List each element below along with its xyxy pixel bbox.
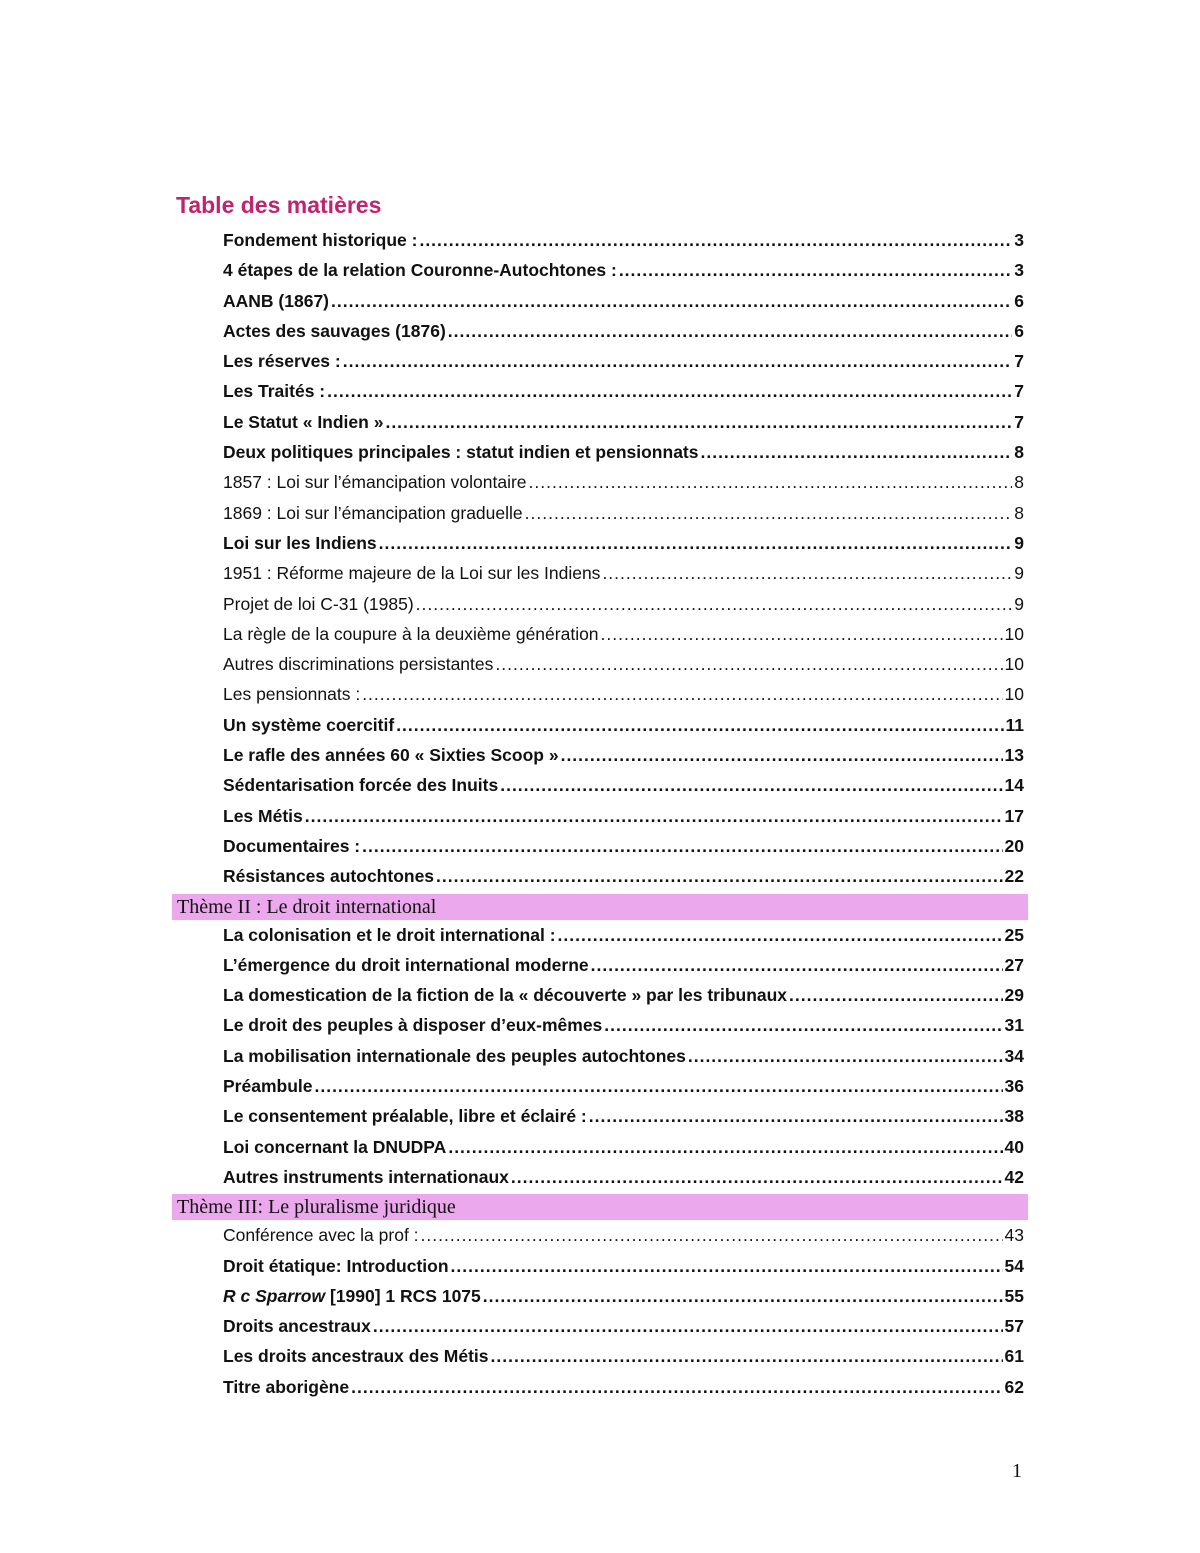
toc-entry-label [223, 831, 360, 861]
toc-entry-page: 14 [1004, 775, 1024, 796]
toc-entry-page: 10 [1004, 623, 1024, 644]
toc-entry-label-text: Sédentarisation forcée des Inuits [223, 775, 499, 796]
toc-entry-label [223, 1071, 312, 1101]
toc-entry-label [223, 225, 417, 255]
toc-entry[interactable] [172, 831, 1028, 861]
toc-entry-label [223, 407, 383, 437]
toc-entry[interactable] [172, 528, 1028, 558]
toc-entry-page: 3 [1014, 230, 1024, 250]
toc-entry-page: 25 [1004, 924, 1024, 945]
toc-dot-leader [483, 1281, 1003, 1311]
toc-entry-label-text: Le droit des peuples à disposer d’eux-mêmes [223, 1015, 603, 1036]
toc-entry-page: 27 [1004, 954, 1024, 975]
toc-dot-leader [451, 1251, 1003, 1281]
toc-entry-label [223, 619, 599, 649]
toc-entry-label [223, 1311, 371, 1341]
toc-dot-leader [362, 679, 1002, 709]
toc-dot-leader [529, 467, 1013, 497]
toc-entry-page: 7 [1014, 351, 1024, 372]
toc-entry-page: 8 [1014, 442, 1024, 463]
toc-dot-leader [591, 950, 1003, 980]
toc-dot-leader [362, 831, 1002, 861]
toc-entry[interactable] [172, 1041, 1028, 1071]
toc-entry-page: 9 [1014, 532, 1024, 553]
toc-entry-label-text: Les pensionnats : [223, 684, 361, 705]
toc-entry-label-text: AANB (1867) [223, 290, 329, 311]
toc-entry[interactable] [172, 1372, 1028, 1402]
toc-entry-label [223, 498, 523, 528]
toc-entry-label-text: Projet de loi C-31 (1985) [223, 593, 414, 614]
toc-entry-page: 29 [1004, 985, 1024, 1006]
toc-entry-page: 13 [1004, 745, 1024, 766]
toc-entry-label-text: Actes des sauvages (1876) [223, 320, 446, 341]
toc-dot-leader [561, 740, 1003, 770]
toc-entry-label-text: Conférence avec la prof : [223, 1225, 419, 1246]
toc-dot-leader [525, 498, 1013, 528]
toc-entry-label-text: Préambule [223, 1076, 313, 1097]
toc-entry-label [223, 1251, 449, 1281]
toc-entry[interactable] [172, 950, 1028, 980]
toc-entry-label [223, 437, 698, 467]
toc-entry[interactable] [172, 255, 1028, 285]
toc-entry-label [223, 740, 559, 770]
toc-entry-page: 38 [1004, 1106, 1024, 1127]
toc-entry[interactable] [172, 1251, 1028, 1281]
toc-entry-label-text: Les Traités : [223, 381, 326, 402]
toc-entry-label [223, 649, 493, 679]
toc-dot-leader [495, 649, 1002, 679]
toc-entry[interactable] [172, 558, 1028, 588]
toc-entry-page: 61 [1004, 1346, 1024, 1367]
toc-entry-page: 54 [1004, 1255, 1024, 1276]
toc-dot-leader [373, 1311, 1003, 1341]
toc-entry-label [223, 1132, 446, 1162]
toc-entry-page: 11 [1005, 714, 1024, 735]
toc-entry-label-text: Les Métis [223, 805, 303, 826]
toc-dot-leader [351, 1372, 1002, 1402]
toc-dot-leader [558, 920, 1003, 950]
toc-entry[interactable] [172, 437, 1028, 467]
toc-dot-leader [601, 619, 1003, 649]
toc-entry[interactable] [172, 679, 1028, 709]
toc-entry-label-text: [1990] 1 RCS 1075 [325, 1285, 481, 1306]
toc-entry[interactable] [172, 1101, 1028, 1131]
toc-dot-leader [396, 710, 1003, 740]
toc-entry-label [223, 255, 617, 285]
toc-entry[interactable] [172, 286, 1028, 316]
toc-entry[interactable] [172, 740, 1028, 770]
toc-entry-label [223, 589, 414, 619]
toc-entry[interactable] [172, 770, 1028, 800]
toc-entry-label-text: Résistances autochtones [223, 866, 435, 887]
toc-entry-label-text: La mobilisation internationale des peuples autochtones [223, 1045, 686, 1066]
toc-entry-label [223, 1220, 419, 1250]
toc-dot-leader [314, 1071, 1002, 1101]
toc-entry-label-text: 1951 : Réforme majeure de la Loi sur les Indiens [223, 563, 601, 584]
toc-entry[interactable] [172, 1341, 1028, 1371]
toc-entry[interactable] [172, 920, 1028, 950]
toc-entry-label-italic: R c Sparrow [223, 1285, 326, 1306]
toc-dot-leader [327, 376, 1012, 406]
toc-entry-page: 42 [1004, 1166, 1024, 1187]
toc-entry-label-text: Le consentement préalable, libre et éclairé : [223, 1106, 587, 1127]
toc-entry-label-text: Le rafle des années 60 « Sixties Scoop » [223, 745, 559, 766]
toc-dot-leader [305, 801, 1003, 831]
toc-entry-label [223, 558, 600, 588]
toc-entry-label-text: Le Statut « Indien » [223, 411, 384, 432]
toc-entry[interactable] [172, 1162, 1028, 1192]
toc-entry[interactable] [172, 376, 1028, 406]
toc-entry-label [223, 950, 589, 980]
toc-entry-label-text: Documentaires : [223, 835, 361, 856]
toc-entry-page: 62 [1004, 1376, 1024, 1397]
toc-entry-page: 9 [1014, 563, 1024, 584]
toc-entry[interactable] [172, 467, 1028, 497]
toc-dot-leader [500, 770, 1002, 800]
toc-entry-label-text: L’émergence du droit international moderne [223, 954, 589, 975]
toc-entry[interactable] [172, 407, 1028, 437]
toc-entry-page: 36 [1004, 1076, 1024, 1097]
toc-entry-page: 20 [1004, 835, 1024, 856]
toc-entry-page: 8 [1014, 472, 1024, 493]
toc-dot-leader [436, 861, 1002, 891]
toc-dot-leader [416, 589, 1013, 619]
toc-entry-page: 6 [1014, 320, 1024, 341]
toc-section-1 [172, 225, 1028, 892]
toc-dot-leader [343, 346, 1013, 376]
toc-entry-label-text: 1857 : Loi sur l’émancipation volontaire [223, 472, 527, 493]
toc-dot-leader [419, 225, 1012, 255]
toc-entry-label [223, 1281, 481, 1311]
toc-entry-label [223, 467, 527, 497]
toc-entry-label [223, 980, 787, 1010]
toc-entry-page: 7 [1014, 411, 1024, 432]
toc-entry-label [223, 316, 446, 346]
toc-entry-label-text: Les réserves : [223, 351, 341, 372]
toc-entry-page: 57 [1004, 1316, 1024, 1337]
toc-dot-leader [421, 1220, 1003, 1250]
table-of-contents [172, 225, 1028, 1402]
toc-entry-label [223, 528, 377, 558]
toc-entry-label-text: La colonisation et le droit international : [223, 924, 556, 945]
toc-entry-label-text: 1869 : Loi sur l’émancipation graduelle [223, 502, 523, 523]
toc-entry-label [223, 1341, 489, 1371]
toc-entry-page: 7 [1014, 381, 1024, 402]
toc-entry-label-text: Deux politiques principales : statut indien et pensionnats [223, 442, 699, 463]
toc-entry-label [223, 770, 498, 800]
toc-entry-label-text: 4 étapes de la relation Couronne-Autochtones : [223, 260, 617, 281]
toc-entry[interactable] [172, 589, 1028, 619]
toc-entry-label [223, 346, 341, 376]
toc-entry-label-text: Titre aborigène [223, 1376, 350, 1397]
toc-entry-label-text: Droits ancestraux [223, 1316, 371, 1337]
toc-dot-leader [602, 558, 1012, 588]
toc-entry-label-text: Droit étatique: Introduction [223, 1255, 449, 1276]
toc-entry[interactable] [172, 316, 1028, 346]
toc-entry[interactable] [172, 1071, 1028, 1101]
toc-entry-label [223, 801, 303, 831]
toc-entry-page: 40 [1004, 1136, 1024, 1157]
toc-entry-page: 31 [1004, 1015, 1024, 1036]
toc-entry[interactable] [172, 980, 1028, 1010]
toc-entry-label-text: Autres discriminations persistantes [223, 654, 494, 675]
toc-dot-leader [491, 1341, 1003, 1371]
toc-entry-label [223, 679, 360, 709]
toc-dot-leader [331, 286, 1012, 316]
toc-entry-label [223, 1010, 602, 1040]
toc-entry[interactable] [172, 498, 1028, 528]
toc-theme-heading-3[interactable]: Thème III: Le pluralisme juridique [172, 1194, 1028, 1220]
toc-entry-label [223, 376, 325, 406]
toc-dot-leader [448, 316, 1012, 346]
toc-entry[interactable] [172, 1281, 1028, 1311]
toc-entry-page: 34 [1004, 1045, 1024, 1066]
toc-entry-page: 10 [1004, 684, 1024, 705]
toc-dot-leader [619, 255, 1012, 285]
toc-entry-label-text: Autres instruments internationaux [223, 1166, 509, 1187]
toc-dot-leader [511, 1162, 1003, 1192]
toc-entry-label-text: La domestication de la fiction de la « découverte » par les tribunaux [223, 985, 788, 1006]
toc-entry-page: 8 [1014, 502, 1024, 523]
toc-entry-label [223, 710, 394, 740]
toc-entry-label-text: Les droits ancestraux des Métis [223, 1346, 489, 1367]
toc-entry-page: 55 [1004, 1285, 1024, 1306]
toc-entry-page: 9 [1014, 593, 1024, 614]
toc-dot-leader [688, 1041, 1003, 1071]
toc-dot-leader [379, 528, 1013, 558]
toc-dot-leader [604, 1010, 1002, 1040]
toc-entry-label [223, 1101, 587, 1131]
toc-entry[interactable] [172, 346, 1028, 376]
toc-entry[interactable] [172, 649, 1028, 679]
toc-section-2 [172, 920, 1028, 1193]
toc-dot-leader [448, 1132, 1002, 1162]
toc-entry-label [223, 286, 329, 316]
toc-entry[interactable] [172, 1010, 1028, 1040]
toc-entry[interactable] [172, 801, 1028, 831]
toc-entry-label-text: Loi sur les Indiens [223, 532, 377, 553]
toc-entry-page: 17 [1004, 805, 1024, 826]
toc-entry-page: 6 [1014, 290, 1024, 311]
toc-entry-page: 22 [1004, 866, 1024, 887]
toc-entry[interactable] [172, 1132, 1028, 1162]
toc-theme-heading-2[interactable]: Thème II : Le droit international [172, 894, 1028, 920]
toc-dot-leader [700, 437, 1012, 467]
page-number: 1 [1012, 1460, 1022, 1482]
toc-entry[interactable] [172, 1220, 1028, 1250]
toc-entry-label [223, 920, 556, 950]
toc-section-3 [172, 1220, 1028, 1402]
toc-entry[interactable] [172, 861, 1028, 891]
toc-entry-label [223, 1041, 686, 1071]
toc-entry-label [223, 861, 434, 891]
toc-entry-label [223, 1372, 349, 1402]
toc-entry[interactable] [172, 619, 1028, 649]
toc-entry-label-text: La règle de la coupure à la deuxième génération [223, 623, 599, 644]
toc-dot-leader [589, 1101, 1003, 1131]
toc-entry[interactable] [172, 710, 1028, 740]
toc-entry-page: 10 [1004, 654, 1024, 675]
toc-entry-label [223, 1162, 509, 1192]
toc-entry-label-text: Un système coercitif [223, 714, 395, 735]
toc-title: Table des matières [176, 192, 382, 218]
toc-entry-label-text: Fondement historique : [223, 230, 418, 250]
toc-dot-leader [385, 407, 1012, 437]
toc-entry-page: 43 [1004, 1225, 1024, 1246]
toc-entry-page: 3 [1014, 260, 1024, 281]
toc-entry[interactable] [172, 1311, 1028, 1341]
toc-dot-leader [789, 980, 1002, 1010]
toc-entry[interactable] [172, 225, 1028, 255]
toc-entry-label-text: Loi concernant la DNUDPA [223, 1136, 447, 1157]
